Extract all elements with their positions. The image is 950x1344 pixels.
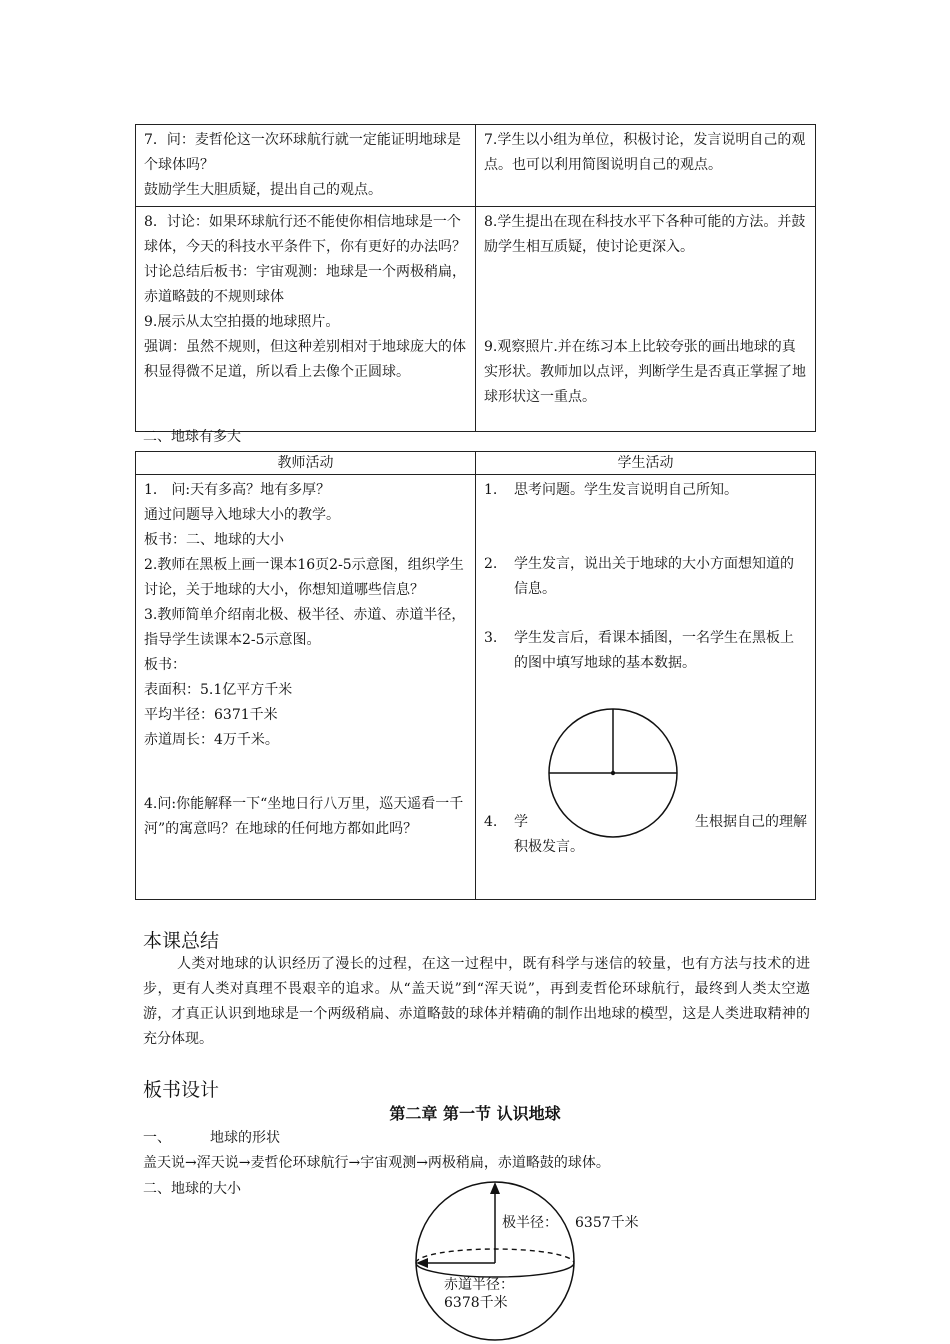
board-flow-text: 盖天说→浑天说→麦哲伦环球航行→宇宙观测→两极稍扁，赤道略鼓的球体。 bbox=[143, 1155, 610, 1171]
teacher-text: 1． 问:天有多高？地有多厚？ bbox=[144, 482, 331, 498]
teacher-text: 赤道周长：4万千米。 bbox=[144, 732, 279, 748]
chapter-title: 第二章 第一节 认识地球 bbox=[389, 1104, 561, 1123]
student-text: 学生发言，说出关于地球的大小方面想知道的信息。 bbox=[514, 556, 794, 597]
list-item: 4. 学 生根据自己的理解 积极发言。 bbox=[484, 810, 807, 860]
student-text: 思考问题。学生发言说明自己所知。 bbox=[514, 482, 738, 498]
teacher-text: 板书： bbox=[144, 657, 186, 673]
teacher-text: 4.问:你能解释一下“坐地日行八万里，巡天遥看一千河”的寓意吗？在地球的任何地方都如此吗？ bbox=[144, 796, 464, 837]
list-item: 1. 思考问题。学生发言说明自己所知。 bbox=[484, 482, 738, 498]
teacher-text: 7．问：麦哲伦这一次环球航行就一定能证明地球是个球体吗？ bbox=[144, 132, 461, 173]
student-text: 7.学生以小组为单位，积极讨论，发言说明自己的观点。也可以利用简图说明自己的观点。 bbox=[484, 132, 806, 173]
teacher-text: 9.展示从太空拍摄的地球照片。 bbox=[144, 314, 340, 330]
teacher-text: 鼓励学生大胆质疑，提出自己的观点。 bbox=[144, 182, 382, 198]
column-header-student: 学生活动 bbox=[476, 452, 816, 475]
table-row bbox=[136, 207, 816, 432]
teacher-cell bbox=[136, 475, 476, 900]
student-cell bbox=[476, 125, 816, 207]
board-item-number: 一、 bbox=[143, 1130, 171, 1146]
teacher-text: 强调：虽然不规则，但这种差别相对于地球庞大的体积显得微不足道，所以看上去像个正圆球。 bbox=[144, 339, 466, 380]
list-item: 2. 学生发言，说出关于地球的大小方面想知道的信息。 bbox=[484, 556, 794, 597]
teacher-text: 8．讨论：如果环球航行还不能使你相信地球是一个球体，今天的科技水平条件下，你有更好的办法吗？ bbox=[144, 214, 466, 255]
table-row bbox=[136, 475, 816, 900]
polar-radius-label: 极半径： bbox=[502, 1215, 558, 1231]
teacher-cell bbox=[136, 207, 476, 432]
teacher-text: 讨论总结后板书：宇宙观测：地球是一个两极稍扁，赤道略鼓的不规则球体 bbox=[144, 264, 466, 305]
student-text: 8.学生提出在现在科技水平下各种可能的方法。并鼓励学生相互质疑，使讨论更深入。 bbox=[484, 214, 806, 255]
activity-table-1 bbox=[135, 124, 816, 432]
summary-paragraph: 人类对地球的认识经历了漫长的过程，在这一过程中，既有科学与迷信的较量，也有方法与技术的进步，更有人类对真理不畏艰辛的追求。从“盖天说”到“浑天说”，再到麦哲伦环球航行，最终到人类太空遨游，才真正认识到地球是一个两级稍扁、赤道略鼓的球体并精确的制作出地球的模型，这是人类进取精神的充分体现。 bbox=[143, 956, 810, 1047]
list-item: 3. 学生发言后，看课本插图，一名学生在黑板上的图中填写地球的基本数据。 bbox=[484, 630, 794, 671]
student-text: 9.观察照片.并在练习本上比较夸张的画出地球的真实形状。教师加以点评，判断学生是否真正掌握了地球形状这一重点。 bbox=[484, 339, 806, 405]
board-item-text: 地球的形状 bbox=[210, 1130, 280, 1146]
teacher-text: 平均半径：6371千米 bbox=[144, 707, 278, 723]
student-cell bbox=[476, 475, 816, 900]
summary-title: 本课总结 bbox=[143, 930, 220, 952]
section-heading: 二、地球有多大 bbox=[143, 429, 241, 445]
student-text: 学生发言后，看课本插图，一名学生在黑板上的图中填写地球的基本数据。 bbox=[514, 630, 794, 671]
column-header-teacher: 教师活动 bbox=[136, 452, 476, 475]
teacher-text: 板书：二、地球的大小 bbox=[144, 532, 284, 548]
teacher-text: 通过问题导入地球大小的教学。 bbox=[144, 507, 340, 523]
student-cell bbox=[476, 207, 816, 432]
teacher-cell bbox=[136, 125, 476, 207]
table-header-row bbox=[136, 452, 816, 475]
table-row bbox=[136, 125, 816, 207]
activity-table-2 bbox=[135, 451, 816, 900]
board-title: 板书设计 bbox=[143, 1079, 220, 1101]
student-text: 学 bbox=[514, 814, 528, 830]
board-item-text: 二、地球的大小 bbox=[143, 1181, 241, 1197]
equator-radius-value: 6378千米 bbox=[444, 1295, 508, 1311]
equator-radius-label: 赤道半径： bbox=[444, 1277, 514, 1293]
teacher-text: 2.教师在黑板上画一课本16页2-5示意图，组织学生讨论，关于地球的大小，你想知道哪些信息？ bbox=[144, 557, 464, 598]
student-text: 积极发言。 bbox=[514, 839, 584, 855]
student-text: 生根据自己的理解 bbox=[695, 814, 807, 830]
teacher-text: 3.教师简单介绍南北极、极半径、赤道、赤道半径，指导学生读课本2-5示意图。 bbox=[144, 607, 466, 648]
earth-size-diagram bbox=[410, 1176, 582, 1344]
teacher-text: 表面积：5.1亿平方千米 bbox=[144, 682, 293, 698]
polar-radius-value: 6357千米 bbox=[575, 1215, 639, 1231]
